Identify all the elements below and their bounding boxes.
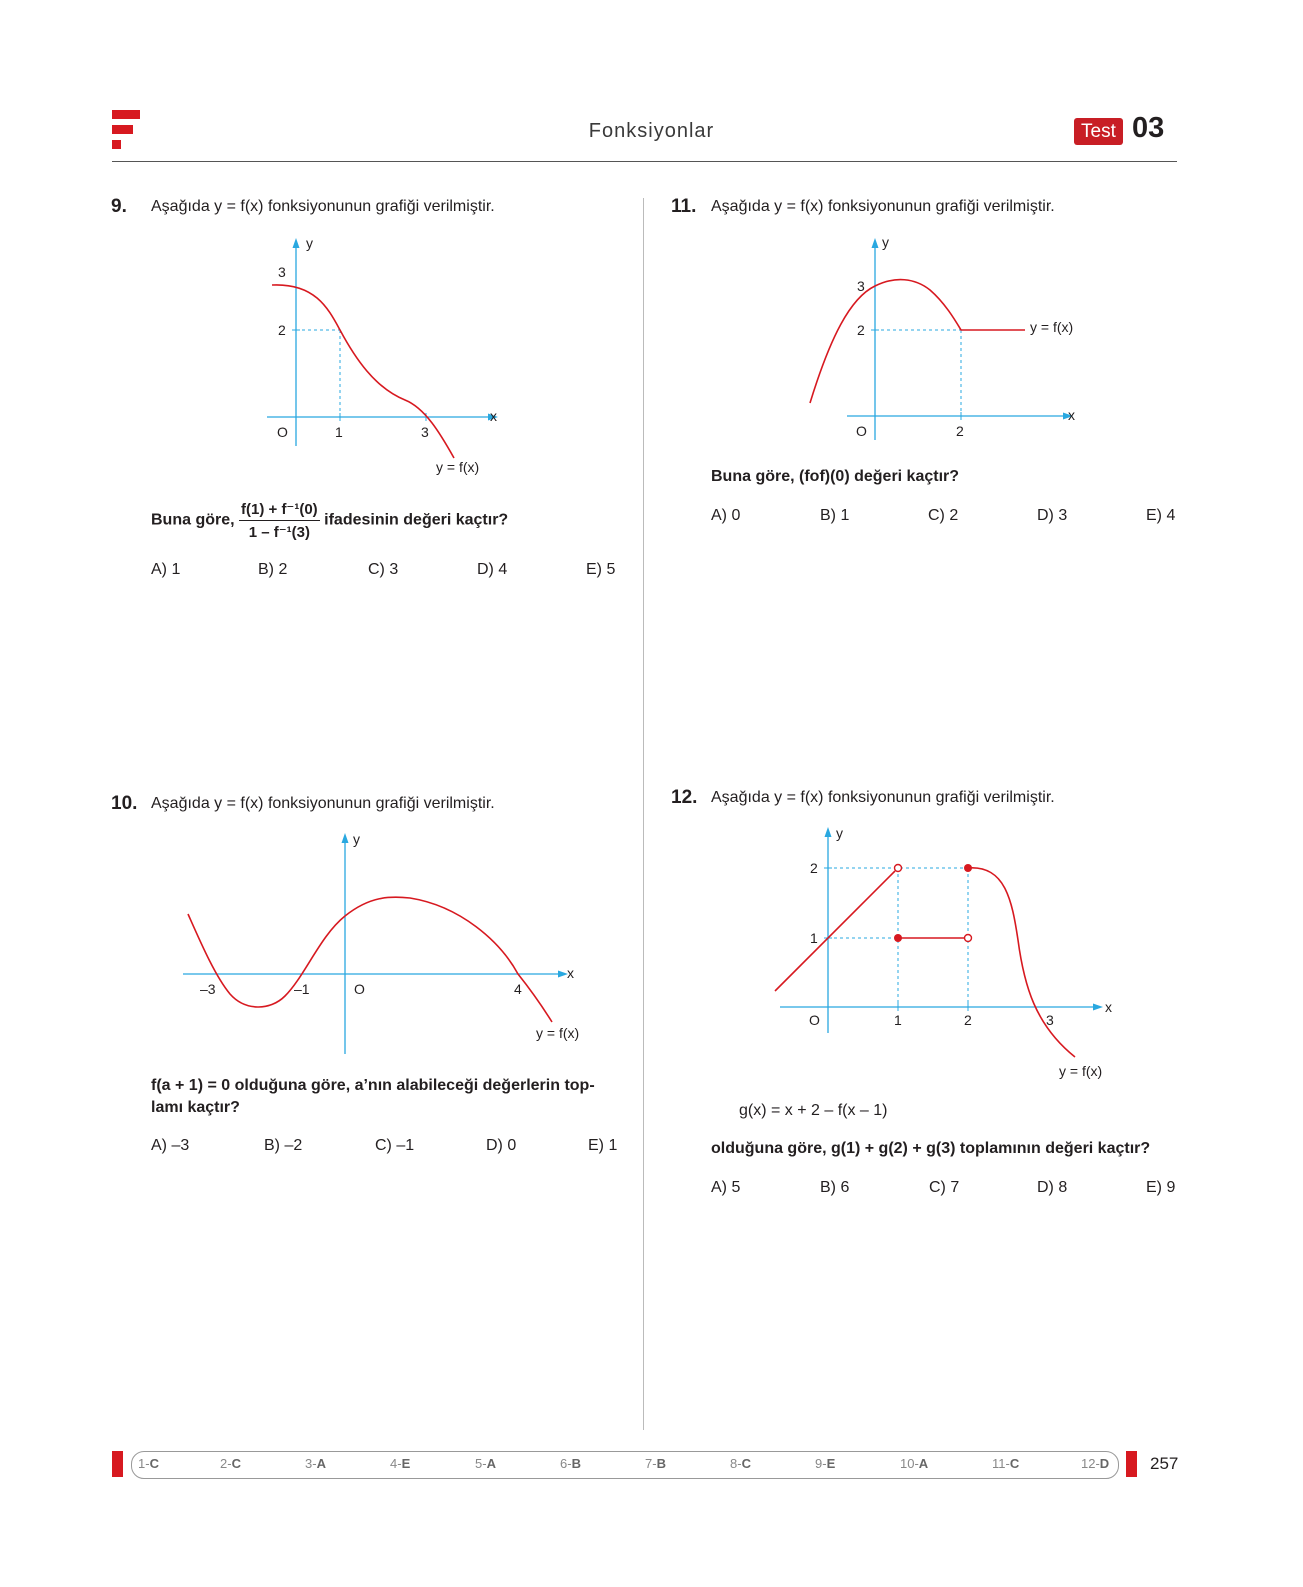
y-axis-arrow [825,827,832,837]
question-number: 10. [111,793,138,814]
tick-label: –3 [200,981,216,997]
option-e[interactable]: E) 1 [588,1137,618,1154]
answer-key-item: 6-B [560,1456,581,1471]
closed-point [964,864,972,872]
tick-label: 2 [857,322,865,338]
option-d[interactable]: D) 4 [477,561,508,578]
answer-key-item: 5-A [475,1456,496,1471]
function-curve [810,280,1025,403]
question-stem [151,500,621,541]
question-number: 9. [111,196,127,217]
option-a[interactable]: A) 1 [151,561,181,578]
question-intro: Aşağıda y = f(x) fonksiyonunun grafiği verilmiştir. [151,198,495,215]
tick-label: 1 [894,1012,902,1028]
y-axis-arrow [342,833,349,843]
function-curve [968,868,1075,1057]
tick-label: 1 [335,424,343,440]
x-axis-arrow [1093,1004,1103,1011]
fraction-denominator: 1 – f⁻¹(3) [248,524,310,541]
tick-label: –1 [294,981,310,997]
answer-key-item: 7-B [645,1456,666,1471]
y-axis-label: y [882,234,889,250]
answer-key-item: 11-C [992,1456,1020,1471]
y-axis-label: y [306,235,313,251]
question-intro: Aşağıda y = f(x) fonksiyonunun grafiği verilmiştir. [711,789,1055,806]
tick-label: 3 [421,424,429,440]
option-c[interactable]: C) 3 [368,561,399,578]
column-divider [643,198,644,1430]
function-curve [188,897,552,1022]
option-c[interactable]: C) 7 [929,1179,960,1196]
stem-suffix: ifadesinin değeri kaçtır? [324,511,509,529]
option-b[interactable]: B) 1 [820,507,850,524]
option-b[interactable]: B) 6 [820,1179,850,1196]
option-d[interactable]: D) 8 [1037,1179,1068,1196]
question-intro: Aşağıda y = f(x) fonksiyonunun grafiği verilmiştir. [711,198,1055,215]
question-stem: f(a + 1) = 0 olduğuna göre, a’nın alabileceği değerlerin top- [151,1077,595,1094]
open-point [965,935,972,942]
answer-key-item: 9-E [815,1456,836,1471]
option-a[interactable]: A) 5 [711,1179,741,1196]
function-label: y = f(x) [536,1025,580,1041]
question-number: 11. [671,196,697,217]
answer-key-item: 1-C [138,1456,159,1471]
y-axis-arrow [872,238,879,248]
open-point [895,865,902,872]
option-c[interactable]: C) –1 [375,1137,415,1154]
tick-label: 2 [964,1012,972,1028]
tick-label: 2 [810,860,818,876]
question-stem: Buna göre, (fof)(0) değeri kaçtır? [711,468,960,485]
q12-graph [760,820,1130,1085]
option-c[interactable]: C) 2 [928,507,959,524]
question-number: 12. [671,787,698,808]
x-axis-label: x [1105,999,1112,1015]
tick-label: 3 [857,278,865,294]
option-b[interactable]: B) 2 [258,561,288,578]
y-axis-label: y [836,825,843,841]
closed-point [894,934,902,942]
option-d[interactable]: D) 0 [486,1137,517,1154]
option-d[interactable]: D) 3 [1037,507,1068,524]
origin-label: O [809,1012,820,1028]
given-equation: g(x) = x + 2 – f(x – 1) [739,1102,888,1119]
answer-key-item: 2-C [220,1456,241,1471]
option-a[interactable]: A) 0 [711,507,741,524]
origin-label: O [856,423,867,439]
tick-label: 1 [810,930,818,946]
answer-key-item: 4-E [390,1456,411,1471]
y-axis-label: y [353,831,360,847]
option-e[interactable]: E) 5 [586,561,616,578]
fraction [239,500,320,541]
function-label: y = f(x) [1030,319,1074,335]
question-intro: Aşağıda y = f(x) fonksiyonunun grafiği verilmiştir. [151,795,495,812]
test-number: 03 [1132,112,1165,144]
option-b[interactable]: B) –2 [264,1137,303,1154]
option-e[interactable]: E) 9 [1146,1179,1176,1196]
page-number: 257 [1150,1454,1179,1473]
footer-marker-right [1126,1451,1137,1477]
y-axis-arrow [293,238,300,248]
q11-graph [800,228,1090,448]
function-label: y = f(x) [1059,1063,1103,1079]
answer-key-item: 10-A [900,1456,929,1471]
option-a[interactable]: A) –3 [151,1137,190,1154]
option-e[interactable]: E) 4 [1146,507,1176,524]
x-axis-label: x [1068,407,1075,423]
fraction-numerator: f(1) + f⁻¹(0) [239,500,320,521]
tick-label: 3 [278,264,286,280]
function-label: y = f(x) [436,459,480,475]
linear-segment [775,871,895,991]
tick-label: 2 [956,423,964,439]
stem-prefix: Buna göre, [151,511,235,529]
tick-label: 3 [1046,1012,1054,1028]
q9-graph [250,228,510,488]
answer-key-item: 3-A [305,1456,326,1471]
question-stem: lamı kaçtır? [151,1099,240,1116]
question-stem: olduğuna göre, g(1) + g(2) + g(3) toplamının değeri kaçtır? [711,1140,1151,1157]
tick-label: 2 [278,322,286,338]
tick-label: 4 [514,981,522,997]
origin-label: O [354,981,365,997]
origin-label: O [277,424,288,440]
answer-key-bar [131,1451,1119,1479]
footer-marker-left [112,1451,123,1477]
test-badge: Test [1074,118,1123,145]
header-divider [112,161,1177,162]
x-axis-label: x [567,965,574,981]
answer-key-item: 8-C [730,1456,751,1471]
x-axis-label: x [490,408,497,424]
page-title: Fonksiyonlar [588,120,715,142]
answer-key-item: 12-D [1081,1456,1110,1471]
q10-graph [170,826,610,1056]
